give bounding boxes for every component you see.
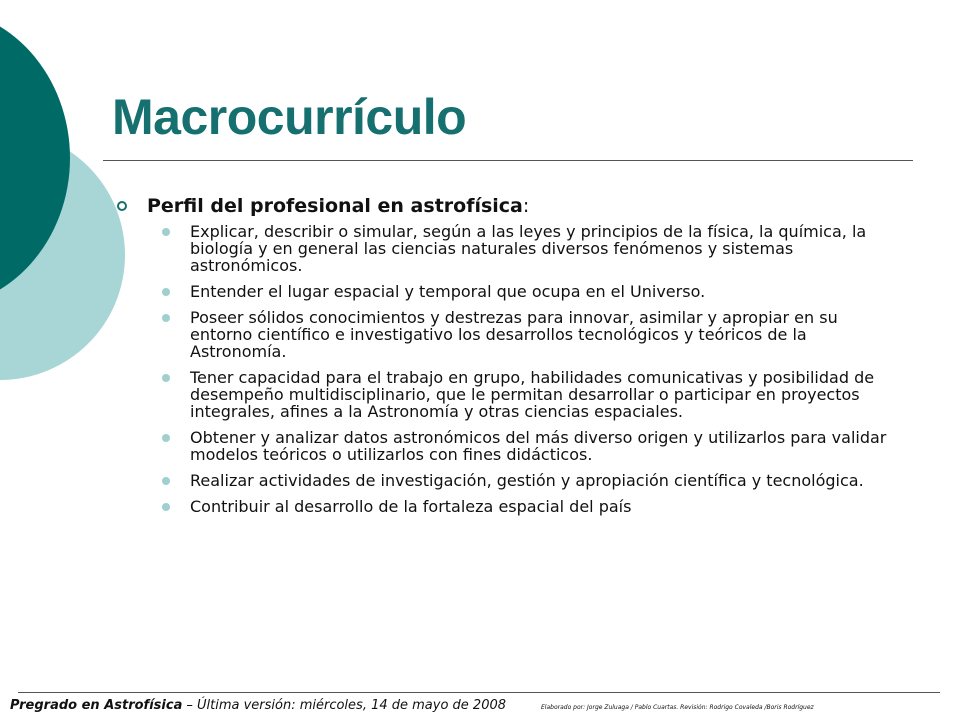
- list-item-text: Tener capacidad para el trabajo en grupo, habilidades comunicativas y posibilidad de desempeño multidisciplinario, que le permitan desarrollar o participar en proyectos integrales, afines a la Astronomía y otras ciencias espaciales.: [190, 368, 875, 421]
- list-item-text: Entender el lugar espacial y temporal que ocupa en el Universo.: [190, 282, 706, 301]
- list-item: [162, 498, 890, 515]
- dot-bullet-icon: [162, 477, 170, 485]
- profile-section: [115, 195, 915, 524]
- title-divider: [103, 160, 913, 161]
- dot-bullet-icon: [162, 314, 170, 322]
- dot-bullet-icon: [162, 228, 170, 236]
- ring-bullet-icon: [117, 201, 127, 211]
- footer-divider: [18, 692, 940, 693]
- list-item: [162, 369, 890, 420]
- profile-items-list: [115, 223, 915, 515]
- footer-program: Pregrado en Astrofísica: [10, 698, 183, 713]
- dot-bullet-icon: [162, 288, 170, 296]
- footer-version: – Última versión: miércoles, 14 de mayo de 2008: [186, 698, 507, 713]
- list-item-text: Realizar actividades de investigación, gestión y apropiación científica y tecnológica.: [190, 471, 864, 490]
- list-item-text: Contribuir al desarrollo de la fortaleza espacial del país: [190, 497, 632, 516]
- list-item: [162, 223, 890, 274]
- list-item-text: Obtener y analizar datos astronómicos del más diverso origen y utilizarlos para validar modelos teóricos o utilizarlos con fines didácticos.: [190, 428, 887, 464]
- section-heading-row: [115, 195, 915, 217]
- section-heading: Perfil del profesional en astrofísica: [147, 195, 523, 217]
- list-item-text: Explicar, describir o simular, según a las leyes y principios de la física, la química, la biología y en general las ciencias naturales diversos fenómenos y sistemas astronómicos.: [190, 222, 867, 275]
- list-item-text: Poseer sólidos conocimientos y destrezas para innovar, asimilar y apropiar en su entorno científico e investigativo los desarrollos tecnológicos y teóricos de la Astronomía.: [190, 308, 838, 361]
- slide-title: Macrocurrículo: [112, 89, 467, 145]
- dot-bullet-icon: [162, 434, 170, 442]
- list-item: [162, 472, 890, 489]
- footer: [10, 698, 950, 713]
- section-heading-colon: :: [522, 195, 530, 217]
- footer-credits: Elaborado por: Jorge Zuluaga / Pablo Cuartas. Revisión: Rodrigo Covaleda /Boris Rodríguez: [541, 704, 814, 711]
- list-item: [162, 429, 890, 463]
- list-item: [162, 309, 890, 360]
- dot-bullet-icon: [162, 374, 170, 382]
- list-item: [162, 283, 890, 300]
- dot-bullet-icon: [162, 503, 170, 511]
